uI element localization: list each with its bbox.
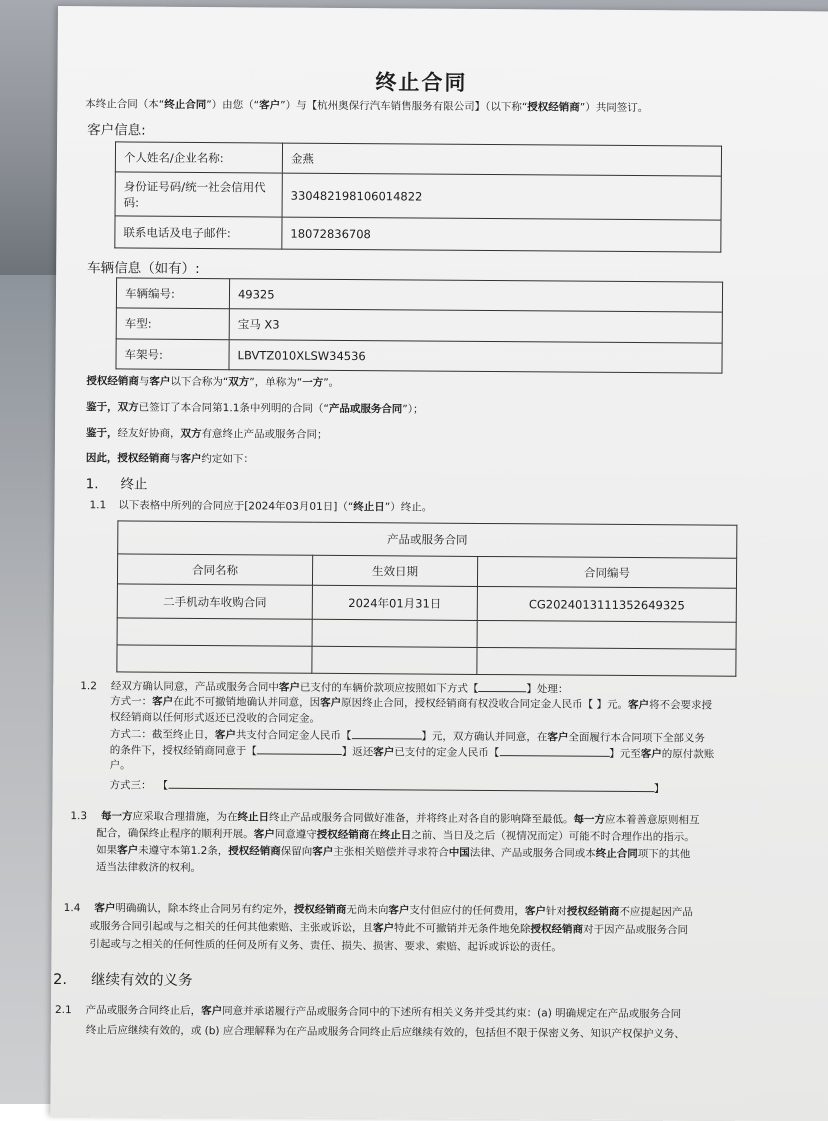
- text: 应采取合理措施，为在: [132, 810, 238, 824]
- text: 方式一：: [110, 695, 153, 708]
- text: 经双方确认同意，产品或服务合同中: [110, 680, 279, 694]
- text: 客户: [180, 452, 202, 466]
- table-cell: [312, 619, 477, 647]
- text: 产品或服务合同: [328, 402, 403, 416]
- text: 客户: [640, 748, 662, 761]
- text: 【: [157, 779, 169, 792]
- text: 】元至: [609, 747, 641, 761]
- text: 的条件下，授权经销商同意于【: [109, 744, 257, 758]
- text: 双方: [117, 401, 139, 414]
- text: 原因终止合同，授权经销商有权没收合同定金人民币【 】元。: [341, 696, 629, 711]
- text: 本终止合同（本“: [85, 98, 165, 111]
- clause-1-2-method-3: [110, 777, 665, 797]
- text: 授权经销商: [86, 375, 139, 388]
- section-title: 终止: [120, 476, 148, 493]
- table-row: [117, 584, 736, 622]
- clause-1-1: [89, 498, 432, 515]
- text: 支付但应付的任何费用，: [409, 904, 525, 918]
- text: 一方: [302, 376, 324, 389]
- text: 授权经销商: [117, 452, 170, 465]
- text: 客户: [524, 905, 546, 918]
- text: 全面履行本合同项下全部义务: [568, 731, 705, 745]
- blank-field: [257, 743, 342, 755]
- text: 双方: [228, 376, 250, 389]
- text: ”，单称为“: [249, 376, 303, 389]
- text: 法律、产品或服务合同或本: [469, 846, 596, 860]
- text: 客户: [388, 904, 410, 917]
- table-row: [115, 172, 721, 220]
- table-cell: [117, 618, 312, 646]
- clause-number: 1.2: [80, 680, 97, 693]
- text: 对于因产品或服务合同: [583, 923, 689, 937]
- table-row: [115, 216, 721, 252]
- value-cell: 49325: [229, 279, 722, 312]
- blank-field: [478, 681, 526, 692]
- text: ”）终止。: [384, 501, 433, 514]
- text: 在此不可撤销地确认并同意，因: [173, 695, 321, 709]
- blank-field: [351, 728, 421, 739]
- text: 的原付款账: [661, 748, 715, 761]
- table-cell: 2024年01月31日: [312, 585, 477, 620]
- recital-2: [86, 400, 423, 417]
- clause-number: 1.1: [89, 499, 107, 512]
- clause-1-4: [63, 899, 693, 957]
- table-cell: CG2024013111352649325: [477, 586, 736, 622]
- text: 终止产品或服务合同做好准备，并将终止对各自的影响降至最低。: [269, 811, 574, 826]
- clause-1-2-method-2-cont: [110, 742, 715, 762]
- text: 】: [654, 783, 665, 796]
- text: 以下合称为“: [170, 375, 229, 389]
- customer-info-heading: 客户信息:: [87, 122, 146, 139]
- table-header-row: [117, 554, 736, 588]
- recital-1: [86, 374, 339, 391]
- vehicle-info-table: [115, 277, 723, 373]
- text: 客户: [201, 1005, 223, 1018]
- text: 之前、当日及之后（视情况而定）可能不时合理作出的指示。: [411, 829, 695, 844]
- label-cell: 车型:: [116, 308, 229, 340]
- text: 不应提起因产品: [619, 905, 693, 919]
- column-header: 生效日期: [312, 555, 477, 586]
- text: 客户: [117, 844, 139, 857]
- section-number: 1.: [85, 476, 99, 493]
- label-cell: 身份证号码/统一社会信用代码:: [115, 172, 282, 217]
- contract-table: [116, 520, 737, 676]
- table-row: [117, 618, 736, 649]
- text: 每一方: [101, 810, 133, 823]
- text: 鉴于，: [86, 401, 118, 414]
- clause-1-4-line-3: 引起或与之相关的任何性质的任何及所有义务、责任、损失、损害、要求、索赔、起诉或诉讼的责任。: [89, 938, 562, 954]
- section-title: 继续有效的义务: [90, 972, 193, 989]
- blank-field: [499, 745, 609, 757]
- value-cell: 宝马 X3: [229, 309, 722, 343]
- column-header: 合同名称: [117, 554, 312, 585]
- text: 客户: [259, 99, 281, 112]
- text: 已支付的定金人民币【: [394, 746, 500, 760]
- text: 终止合同: [164, 98, 207, 112]
- text: 项下的其他: [637, 848, 691, 861]
- table-caption-row: [118, 521, 737, 558]
- text: 客户: [149, 375, 171, 388]
- text: 客户: [152, 695, 174, 708]
- text: 与: [169, 452, 181, 465]
- text: 截至终止日，: [151, 728, 215, 742]
- clause-1-3-line-4: 适当法律救济的权利。: [95, 861, 202, 875]
- table-row: [115, 142, 721, 176]
- text: 中国: [448, 846, 470, 859]
- document-title: 终止合同: [375, 70, 468, 95]
- text: 授权经销商: [293, 903, 347, 917]
- text: 客户: [278, 681, 300, 694]
- clause-1-2-method-1-cont: 权经销商以任何形式返还已没收的合同定金。: [109, 711, 321, 725]
- text: 终止日: [379, 829, 412, 842]
- text: 授权经销商: [566, 905, 620, 918]
- blank-field: [168, 778, 654, 792]
- table-row: [116, 339, 722, 373]
- text: 终止合同: [595, 847, 638, 861]
- text: 客户: [547, 731, 569, 744]
- section-number: 2.: [53, 971, 68, 989]
- text: 将不会要求授: [648, 699, 713, 712]
- text: 针对: [545, 905, 567, 918]
- text: 授权经销商: [316, 828, 370, 842]
- table-cell: [117, 645, 312, 673]
- text: 双方: [180, 427, 202, 441]
- table-row: [116, 278, 722, 312]
- text: 如果: [96, 844, 118, 857]
- text: 产品或服务合同终止后，: [85, 1004, 202, 1018]
- text: 有意终止产品或服务合同；: [201, 428, 328, 441]
- value-cell: LBVTZ010XLSW34536: [229, 340, 722, 373]
- text: 共支付合同定金人民币【: [235, 729, 352, 743]
- document-page: [50, 6, 828, 1121]
- clause-number: 1.4: [63, 902, 81, 915]
- text: 与: [138, 375, 150, 388]
- text: 客户: [214, 729, 236, 742]
- text: 配合，确保终止程序的顺利开展。: [96, 827, 254, 841]
- text: 终止日: [353, 501, 385, 514]
- text: 以下表格中所列的合同应于[2024年03月01日]（“: [118, 499, 354, 514]
- text: ”）共同签订。: [579, 101, 649, 115]
- recital-3: [86, 426, 328, 443]
- vehicle-info-heading: 车辆信息（如有）:: [87, 260, 200, 277]
- text: 授权经销商: [228, 845, 281, 858]
- text: 客户: [94, 902, 116, 915]
- table-row: [116, 308, 722, 343]
- section-1-heading: [86, 472, 148, 492]
- text: 】处理：: [526, 683, 569, 696]
- label-cell: 个人姓名/企业名称:: [115, 142, 282, 173]
- text: 约定如下：: [201, 453, 254, 466]
- column-header: 合同编号: [477, 556, 736, 588]
- value-cell: 金燕: [282, 143, 721, 176]
- text: 客户: [373, 746, 395, 759]
- clause-1-2-method-2-end: 户。: [109, 759, 131, 772]
- table-cell: [312, 646, 477, 674]
- recital-4: [86, 451, 254, 467]
- text: 终止日: [237, 811, 270, 824]
- clause-number: 2.1: [54, 1004, 72, 1017]
- text: 因此，: [85, 452, 118, 465]
- table-cell: [477, 620, 736, 649]
- text: 方式三：: [109, 779, 152, 792]
- table-cell: [477, 647, 736, 676]
- text: 已支付的车辆价款项应按照如下方式【: [299, 681, 479, 695]
- text: 鉴于，: [85, 427, 118, 440]
- text: 已签订了本合同第1.1条中列明的合同（“: [138, 401, 329, 415]
- text: 】返还: [341, 745, 374, 759]
- text: 客户: [373, 922, 395, 935]
- text: 在: [369, 829, 380, 842]
- text: 未遵守本第1.2条，: [138, 844, 229, 858]
- text: 无尚未向: [346, 904, 389, 917]
- text: 明确确认，除本终止合同另有约定外，: [115, 902, 294, 916]
- intro-paragraph: [85, 97, 648, 116]
- text: 或服务合同引起或与之相关的任何其他索赔、主张或诉讼，且: [89, 920, 374, 935]
- clause-2-1: [55, 1000, 685, 1044]
- text: 客户: [627, 698, 650, 712]
- text: 特此不可撤销并无条件地免除: [394, 922, 531, 936]
- text: 客户: [253, 828, 275, 841]
- table-caption: 产品或服务合同: [118, 521, 737, 558]
- label-cell: 车辆编号:: [116, 278, 229, 309]
- customer-info-table: [114, 141, 722, 252]
- clause-1-3: [70, 808, 700, 880]
- label-cell: 联系电话及电子邮件:: [115, 216, 282, 249]
- text: 客户: [312, 845, 334, 858]
- text: ”）由您（“: [206, 99, 260, 112]
- text: 应本着善意原则相互: [604, 813, 700, 827]
- text: 保留向: [280, 845, 313, 858]
- text: 主张相关赔偿并寻求符合: [333, 845, 449, 859]
- value-cell: 330482198106014822: [282, 173, 721, 220]
- clause-2-1-line-2: 终止后应继续有效的，或 (b) 应合理解释为在产品或服务合同终止后应继续有效的，包括但不限于保密义务、知识产权保护义务、: [85, 1024, 685, 1041]
- text: ”）；: [402, 403, 424, 416]
- table-row: [117, 645, 736, 676]
- text: 方式二：: [109, 728, 152, 741]
- section-2-heading: [53, 968, 192, 990]
- text: ”）与【杭州奥保行汽车销售服务有限公司】（以下称“: [280, 99, 528, 114]
- text: 同意并承诺履行产品或服务合同中的下述所有相关义务并受其约束：(a) 明确规定在产品或服务合同: [222, 1005, 682, 1021]
- text: ”。: [323, 376, 340, 389]
- table-cell: 二手机动车收购合同: [117, 584, 312, 619]
- text: 每一方: [573, 813, 606, 826]
- label-cell: 车架号:: [116, 339, 229, 370]
- text: 授权经销商: [530, 923, 584, 936]
- text: 】元，双方确认并同意，在: [421, 730, 548, 744]
- text: 客户: [320, 696, 342, 709]
- text: 同意遵守: [274, 828, 317, 841]
- clause-number: 1.3: [70, 810, 88, 823]
- text: 经友好协商，: [117, 427, 181, 440]
- text: 授权经销商: [527, 101, 580, 114]
- value-cell: 18072836708: [282, 217, 721, 252]
